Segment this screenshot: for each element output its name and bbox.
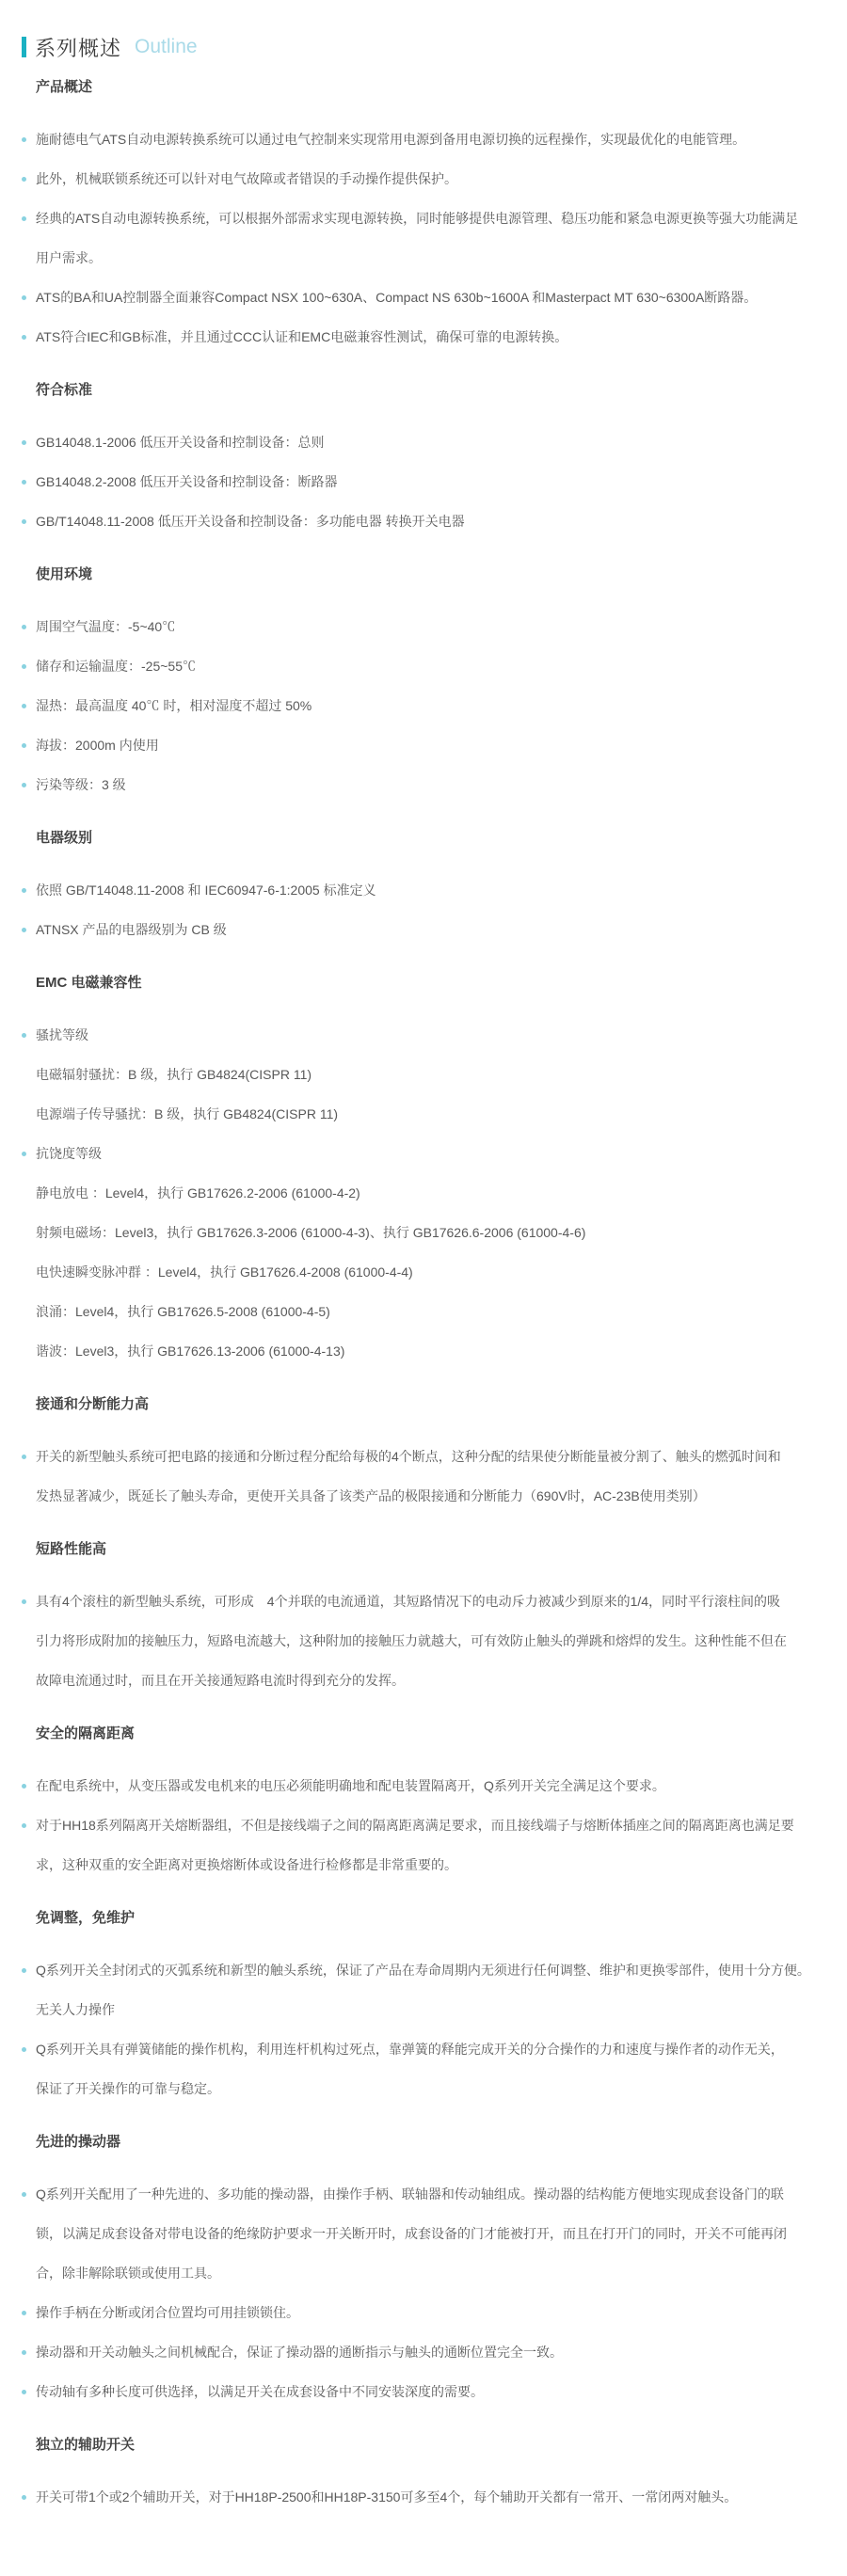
text-line [22, 1845, 830, 1884]
section [22, 1899, 830, 2108]
line-text: 海拔：2000m 内使用 [36, 738, 159, 753]
text-line [22, 1331, 830, 1371]
bullet-line [22, 159, 830, 199]
line-text: 周围空气温度：-5~40℃ [36, 619, 176, 634]
line-text: 用户需求。 [36, 250, 102, 265]
line-text: 电快速瞬变脉冲群 ：Level4，执行 GB17626.4-2008 (61000-4-4) [36, 1264, 413, 1280]
line-text: 依照 GB/T14048.11-2008 和 IEC60947-6-1:2005 标准定义 [36, 883, 376, 898]
bullet-dot-icon [22, 440, 26, 445]
bullet-line [22, 870, 830, 910]
line-text: 湿热：最高温度 40℃ 时，相对湿度不超过 50% [36, 698, 312, 713]
bullet-line [22, 199, 830, 238]
line-text: 施耐德电气ATS自动电源转换系统可以通过电气控制来实现常用电源到备用电源切换的远程操作，实现最优化的电能管理。 [36, 132, 746, 147]
bullet-dot-icon [22, 1455, 26, 1459]
section-heading: 符合标准 [36, 382, 93, 398]
line-text: ATNSX 产品的电器级别为 CB 级 [36, 922, 227, 937]
bullet-dot-icon [22, 177, 26, 182]
section-heading: 安全的隔离距离 [36, 1725, 136, 1741]
section-heading: 接通和分断能力高 [36, 1396, 150, 1412]
line-text: Q系列开关全封闭式的灭弧系统和新型的触头系统，保证了产品在寿命周期内无须进行任何调整、维护和更换零部件，使用十分方便。 [36, 1963, 810, 1978]
bullet-dot-icon [22, 888, 26, 893]
line-text: 求，这种双重的安全距离对更换熔断体或设备进行检修都是非常重要的。 [36, 1857, 457, 1872]
text-line [22, 1292, 830, 1331]
section [22, 1530, 830, 1700]
line-text: 污染等级：3 级 [36, 777, 126, 792]
line-text: 发热显著减少，既延长了触头寿命，更使开关具备了该类产品的极限接通和分断能力（690V时，AC-23B使用类别） [36, 1488, 706, 1503]
section [22, 2425, 830, 2517]
bullet-line [22, 462, 830, 501]
bullet-line [22, 2293, 830, 2332]
line-text: 引力将形成附加的接触压力，短路电流越大，这种附加的接触压力就越大，可有效防止触头的弹跳和熔焊的发生。这种性能不但在 [36, 1633, 787, 1648]
bullet-line [22, 1766, 830, 1805]
section-heading: EMC 电磁兼容性 [36, 975, 142, 991]
line-text: Q系列开关配用了一种先进的、多功能的操动器，由操作手柄、联轴器和传动轴组成。操动器的结构能方便地实现成套设备门的联 [36, 2186, 784, 2202]
accent-bar [22, 37, 26, 57]
line-text: 浪涌：Level4，执行 GB17626.5-2008 (61000-4-5) [36, 1304, 330, 1319]
bullet-dot-icon [22, 743, 26, 748]
bullet-dot-icon [22, 1599, 26, 1604]
line-text: 保证了开关操作的可靠与稳定。 [36, 2081, 220, 2096]
bullet-line [22, 2332, 830, 2372]
text-line [22, 1252, 830, 1292]
bullet-line [22, 278, 830, 317]
bullet-line [22, 1134, 830, 1173]
bullet-dot-icon [22, 2350, 26, 2355]
content [22, 68, 830, 2517]
line-text: ATS的BA和UA控制器全面兼容Compact NSX 100~630A、Compact NS 630b~1600A 和Masterpact MT 630~6300A断路器。 [36, 290, 758, 305]
bullet-dot-icon [22, 2390, 26, 2394]
bullet-line [22, 607, 830, 646]
section [22, 2123, 830, 2411]
section-heading: 短路性能高 [36, 1541, 107, 1557]
line-text: 电源端子传导骚扰：B 级，执行 GB4824(CISPR 11) [36, 1106, 339, 1121]
line-text: 传动轴有多种长度可供选择，以满足开关在成套设备中不同安装深度的需要。 [36, 2384, 484, 2399]
section [22, 68, 830, 357]
page-title-zh: 系列概述 [35, 36, 122, 60]
section [22, 963, 830, 1371]
bullet-dot-icon [22, 625, 26, 629]
line-text: 谐波：Level3，执行 GB17626.13-2006 (61000-4-13) [36, 1344, 345, 1359]
bullet-dot-icon [22, 704, 26, 708]
line-text: 在配电系统中，从变压器或发电机来的电压必须能明确地和配电装置隔离开，Q系列开关完全满足这个要求。 [36, 1778, 665, 1793]
text-line [22, 1661, 830, 1700]
text-line [22, 1055, 830, 1094]
line-text: GB14048.1-2006 低压开关设备和控制设备：总则 [36, 435, 325, 450]
bullet-line [22, 1015, 830, 1055]
section-heading: 产品概述 [36, 79, 93, 95]
text-line [22, 1990, 830, 2029]
line-text: 电磁辐射骚扰：B 级，执行 GB4824(CISPR 11) [36, 1067, 312, 1082]
section [22, 1714, 830, 1884]
bullet-line [22, 501, 830, 541]
section [22, 555, 830, 804]
section-heading: 免调整，免维护 [36, 1910, 136, 1926]
line-text: 操作手柄在分断或闭合位置均可用挂锁锁住。 [36, 2305, 299, 2320]
line-text: 抗饶度等级 [36, 1146, 102, 1161]
line-text: 操动器和开关动触头之间机械配合，保证了操动器的通断指示与触头的通断位置完全一致。 [36, 2345, 563, 2360]
text-line [22, 2214, 830, 2253]
bullet-line [22, 2029, 830, 2069]
bullet-dot-icon [22, 2047, 26, 2052]
bullet-dot-icon [22, 2311, 26, 2315]
line-text: 锁，以满足成套设备对带电设备的绝缘防护要求一开关断开时，成套设备的门才能被打开，而且在打开门的同时，开关不可能再闭 [36, 2226, 787, 2241]
section-heading: 独立的辅助开关 [36, 2437, 136, 2453]
line-text: GB/T14048.11-2008 低压开关设备和控制设备：多功能电器 转换开关电器 [36, 514, 465, 529]
section [22, 819, 830, 949]
section-heading: 使用环境 [36, 566, 93, 582]
bullet-dot-icon [22, 335, 26, 340]
text-line [22, 2253, 830, 2293]
bullet-line [22, 910, 830, 949]
section-heading: 先进的操动器 [36, 2134, 121, 2150]
bullet-line [22, 2372, 830, 2411]
line-text: 静电放电 ：Level4，执行 GB17626.2-2006 (61000-4-2) [36, 1185, 360, 1201]
bullet-dot-icon [22, 928, 26, 932]
bullet-line [22, 765, 830, 804]
section-heading: 电器级别 [36, 830, 93, 846]
line-text: 经典的ATS自动电源转换系统，可以根据外部需求实现电源转换，同时能够提供电源管理、稳压功能和紧急电源更换等强大功能满足 [36, 211, 799, 226]
line-text: GB14048.2-2008 低压开关设备和控制设备：断路器 [36, 474, 338, 489]
bullet-line [22, 1950, 830, 1990]
bullet-line [22, 1437, 830, 1476]
text-line [22, 1213, 830, 1252]
page-title-en: Outline [135, 36, 198, 57]
bullet-dot-icon [22, 1968, 26, 1973]
bullet-line [22, 1805, 830, 1845]
bullet-line [22, 686, 830, 725]
line-text: 骚扰等级 [36, 1027, 88, 1042]
section [22, 1385, 830, 1516]
bullet-line [22, 119, 830, 159]
line-text: Q系列开关具有弹簧储能的操作机构，利用连杆机构过死点，靠弹簧的释能完成开关的分合操作的力和速度与操作者的动作无关， [36, 2042, 784, 2057]
bullet-line [22, 2174, 830, 2214]
text-line [22, 2069, 830, 2108]
text-line [22, 1476, 830, 1516]
bullet-dot-icon [22, 783, 26, 787]
line-text: 此外，机械联锁系统还可以针对电气故障或者错误的手动操作提供保护。 [36, 171, 457, 186]
text-line [22, 238, 830, 278]
text-line [22, 1173, 830, 1213]
line-text: 储存和运输温度：-25~55℃ [36, 659, 196, 674]
bullet-line [22, 646, 830, 686]
section [22, 371, 830, 541]
bullet-dot-icon [22, 2192, 26, 2197]
bullet-line [22, 422, 830, 462]
bullet-dot-icon [22, 1784, 26, 1789]
bullet-dot-icon [22, 2495, 26, 2500]
bullet-dot-icon [22, 480, 26, 485]
bullet-dot-icon [22, 519, 26, 524]
line-text: 故障电流通过时，而且在开关接通短路电流时得到充分的发挥。 [36, 1673, 405, 1688]
bullet-dot-icon [22, 137, 26, 142]
bullet-dot-icon [22, 1823, 26, 1828]
bullet-dot-icon [22, 216, 26, 221]
bullet-line [22, 725, 830, 765]
bullet-line [22, 1582, 830, 1621]
line-text: 合，除非解除联锁或使用工具。 [36, 2266, 220, 2281]
page-title [22, 26, 830, 68]
bullet-line [22, 2477, 830, 2517]
line-text: 射频电磁场：Level3，执行 GB17626.3-2006 (61000-4-3)、执行 GB17626.6-2006 (61000-4-6) [36, 1225, 586, 1240]
bullet-dot-icon [22, 664, 26, 669]
bullet-dot-icon [22, 295, 26, 300]
line-text: 无关人力操作 [36, 2002, 115, 2017]
line-text: ATS符合IEC和GB标准，并且通过CCC认证和EMC电磁兼容性测试，确保可靠的电源转换。 [36, 329, 568, 344]
line-text: 对于HH18系列隔离开关熔断器组，不但是接线端子之间的隔离距离满足要求，而且接线端子与熔断体插座之间的隔离距离也满足要 [36, 1818, 794, 1833]
line-text: 开关可带1个或2个辅助开关，对于HH18P-2500和HH18P-3150可多至4个，每个辅助开关都有一常开、一常闭两对触头。 [36, 2489, 738, 2504]
text-line [22, 1621, 830, 1661]
bullet-dot-icon [22, 1033, 26, 1038]
text-line [22, 1094, 830, 1134]
bullet-dot-icon [22, 1152, 26, 1156]
line-text: 开关的新型触头系统可把电路的接通和分断过程分配给每极的4个断点，这种分配的结果使分断能量被分割了、触头的燃弧时间和 [36, 1449, 781, 1464]
line-text: 具有4个滚柱的新型触头系统，可形成 4个并联的电流通道，其短路情况下的电动斥力被减少到原来的1/4，同时平行滚柱间的吸 [36, 1594, 781, 1609]
bullet-line [22, 317, 830, 357]
